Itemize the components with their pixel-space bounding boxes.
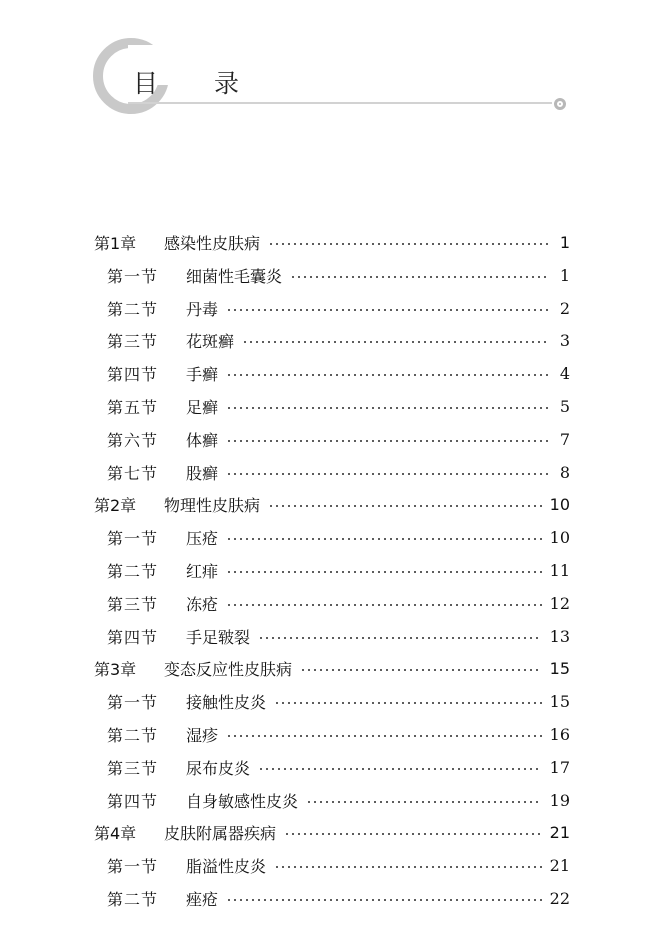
page-number: 16 — [549, 724, 570, 744]
dot-leader — [268, 243, 548, 245]
dot-leader — [226, 571, 542, 573]
toc-section-entry[interactable] — [107, 556, 570, 584]
entry-number: 第三节 — [107, 331, 159, 351]
page-number: 12 — [549, 593, 570, 613]
dot-leader — [226, 604, 542, 606]
page-number: 10 — [549, 494, 570, 514]
entry-title: 体癣 — [186, 430, 219, 450]
decorative-dot-icon — [554, 98, 566, 110]
page-number: 2 — [559, 298, 570, 318]
dot-leader — [268, 505, 542, 507]
entry-number: 第五节 — [107, 397, 159, 417]
entry-number: 第一节 — [107, 856, 159, 876]
entry-number: 第二节 — [107, 725, 159, 745]
entry-number: 第一节 — [107, 692, 159, 712]
dot-leader — [258, 637, 542, 639]
entry-title: 花斑癣 — [186, 331, 235, 351]
dot-leader — [226, 473, 548, 475]
entry-title: 足癣 — [186, 397, 219, 417]
page-number: 7 — [559, 429, 570, 449]
toc-section-entry[interactable] — [107, 786, 570, 814]
toc-section-entry[interactable] — [107, 359, 570, 387]
page-number: 11 — [549, 560, 570, 580]
toc-section-entry[interactable] — [107, 458, 570, 486]
toc-section-entry[interactable] — [107, 720, 570, 748]
dot-leader — [274, 702, 542, 704]
entry-number: 第四节 — [107, 364, 159, 384]
page-number: 21 — [549, 855, 570, 875]
entry-title: 皮肤附属器疾病 — [164, 823, 277, 843]
page-number: 15 — [549, 691, 570, 711]
entry-title: 丹毒 — [186, 299, 219, 319]
toc-section-entry[interactable] — [107, 851, 570, 879]
dot-leader — [226, 374, 548, 376]
toc-chapter-entry[interactable] — [94, 818, 570, 846]
page-number: 22 — [549, 888, 570, 908]
entry-number: 第二节 — [107, 299, 159, 319]
entry-number: 第4章 — [94, 823, 137, 843]
page-number: 10 — [549, 527, 570, 547]
entry-title: 变态反应性皮肤病 — [164, 659, 293, 679]
dot-leader — [306, 801, 542, 803]
entry-number: 第四节 — [107, 627, 159, 647]
toc-chapter-entry[interactable] — [94, 228, 570, 256]
page-number: 3 — [559, 330, 570, 350]
entry-title: 脂溢性皮炎 — [186, 856, 267, 876]
toc-section-entry[interactable] — [107, 392, 570, 420]
dot-leader — [226, 440, 548, 442]
entry-title: 感染性皮肤病 — [164, 233, 261, 253]
toc-section-entry[interactable] — [107, 884, 570, 912]
page-number: 21 — [549, 822, 570, 842]
toc-section-entry[interactable] — [107, 294, 570, 322]
page-number: 5 — [559, 396, 570, 416]
entry-title: 湿疹 — [186, 725, 219, 745]
dot-leader — [226, 735, 542, 737]
entry-title: 细菌性毛囊炎 — [186, 266, 283, 286]
toc-header — [0, 0, 660, 130]
toc-section-entry[interactable] — [107, 261, 570, 289]
page-number: 17 — [549, 757, 570, 777]
page-number: 15 — [549, 658, 570, 678]
page-number: 1 — [559, 232, 570, 252]
entry-title: 自身敏感性皮炎 — [186, 791, 299, 811]
toc-chapter-entry[interactable] — [94, 654, 570, 682]
entry-title: 手癣 — [186, 364, 219, 384]
dot-leader — [258, 768, 542, 770]
page-number: 1 — [559, 265, 570, 285]
entry-number: 第二节 — [107, 889, 159, 909]
entry-title: 红痱 — [186, 561, 219, 581]
entry-title: 接触性皮炎 — [186, 692, 267, 712]
entry-title: 痤疮 — [186, 889, 219, 909]
toc-chapter-entry[interactable] — [94, 490, 570, 518]
entry-number: 第七节 — [107, 463, 159, 483]
entry-number: 第三节 — [107, 594, 159, 614]
dot-leader — [290, 276, 548, 278]
entry-title: 压疮 — [186, 528, 219, 548]
page-number: 13 — [549, 626, 570, 646]
entry-number: 第2章 — [94, 495, 137, 515]
header-rule — [128, 102, 552, 104]
page-number: 4 — [559, 363, 570, 383]
dot-leader — [242, 341, 548, 343]
entry-number: 第三节 — [107, 758, 159, 778]
dot-leader — [226, 407, 548, 409]
toc-section-entry[interactable] — [107, 589, 570, 617]
toc-section-entry[interactable] — [107, 425, 570, 453]
toc-section-entry[interactable] — [107, 326, 570, 354]
entry-number: 第四节 — [107, 791, 159, 811]
page-number: 19 — [549, 790, 570, 810]
toc-section-entry[interactable] — [107, 523, 570, 551]
entry-number: 第二节 — [107, 561, 159, 581]
toc-section-entry[interactable] — [107, 753, 570, 781]
entry-title: 股癣 — [186, 463, 219, 483]
page-number: 8 — [559, 462, 570, 482]
dot-leader — [300, 669, 542, 671]
toc-section-entry[interactable] — [107, 622, 570, 650]
entry-number: 第3章 — [94, 659, 137, 679]
dot-leader — [226, 309, 548, 311]
entry-number: 第一节 — [107, 266, 159, 286]
page-title: 目 录 — [133, 69, 263, 98]
dot-leader — [226, 538, 542, 540]
entry-title: 冻疮 — [186, 594, 219, 614]
dot-leader — [284, 833, 542, 835]
entry-number: 第1章 — [94, 233, 137, 253]
entry-title: 手足皲裂 — [186, 627, 251, 647]
entry-number: 第一节 — [107, 528, 159, 548]
dot-leader — [226, 899, 542, 901]
toc-section-entry[interactable] — [107, 687, 570, 715]
entry-title: 物理性皮肤病 — [164, 495, 261, 515]
entry-number: 第六节 — [107, 430, 159, 450]
entry-title: 尿布皮炎 — [186, 758, 251, 778]
dot-leader — [274, 866, 542, 868]
